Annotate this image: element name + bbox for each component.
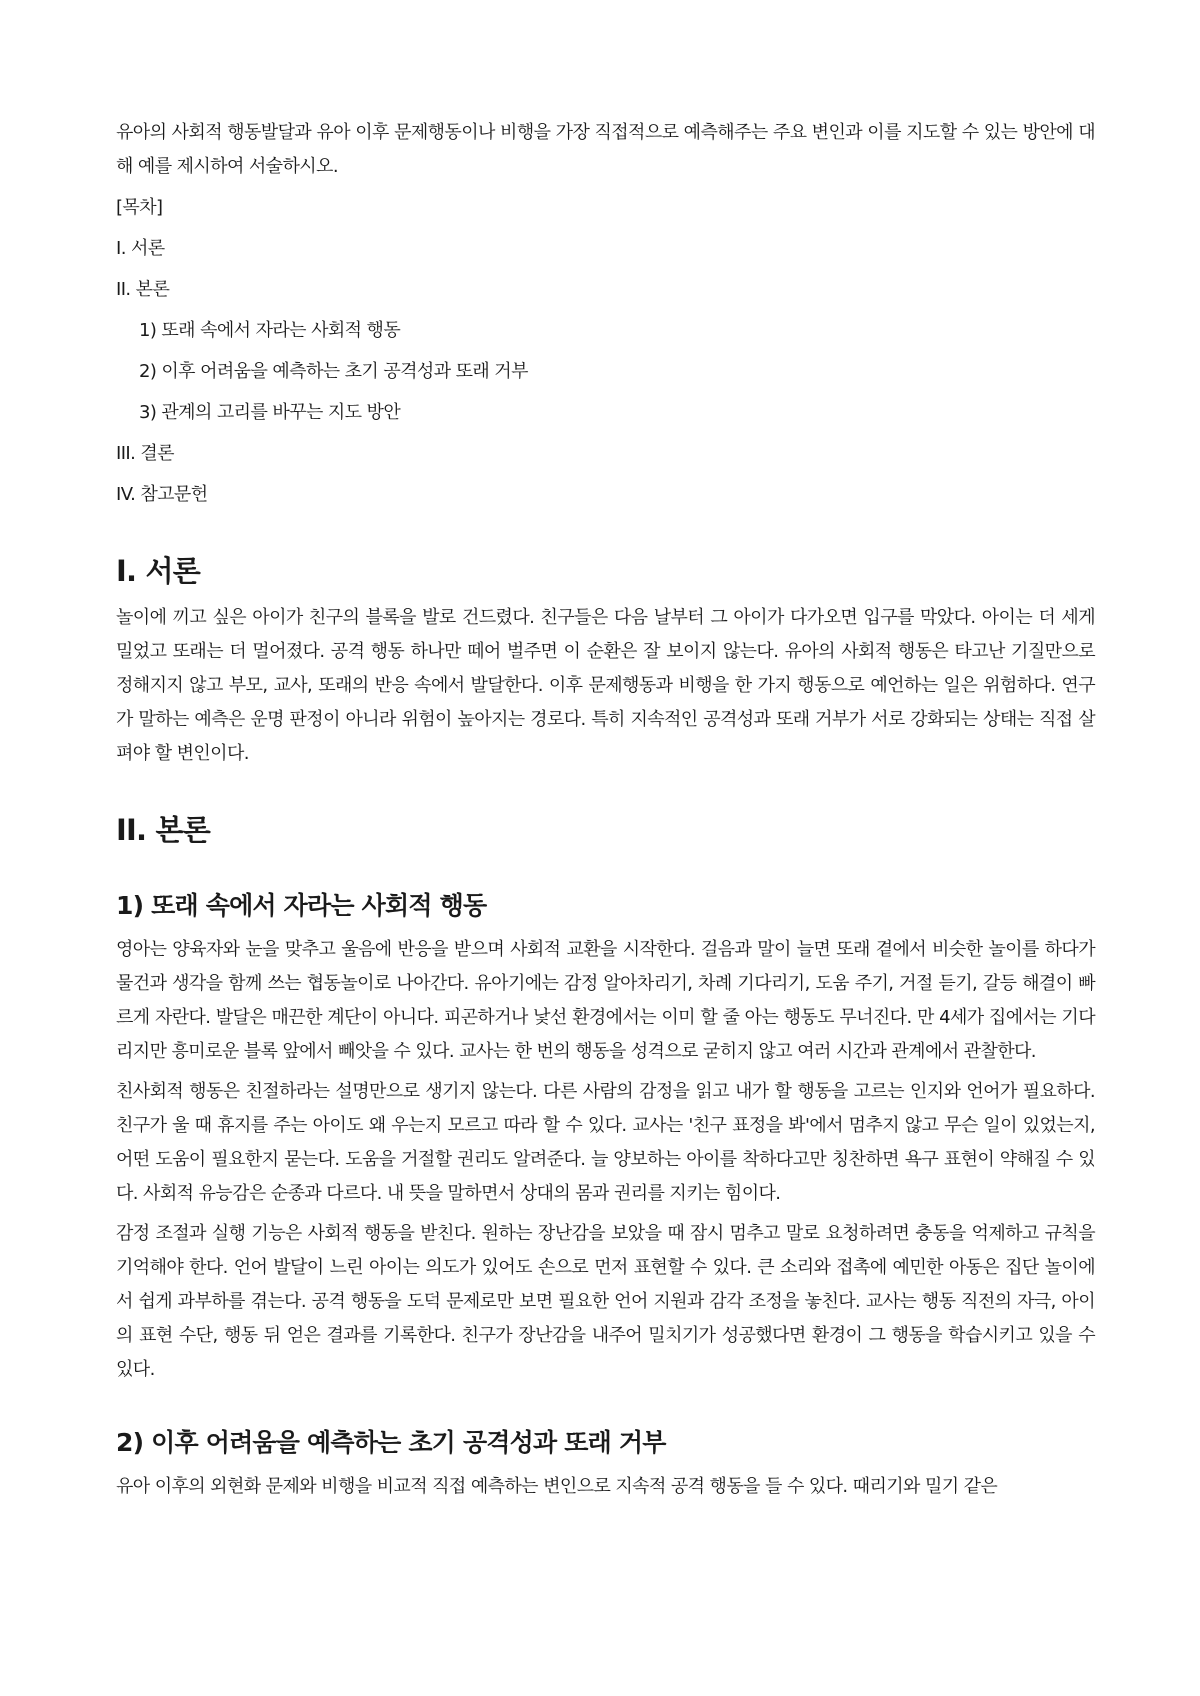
- section-1-heading: 1) 또래 속에서 자라는 사회적 행동: [116, 891, 487, 920]
- section-1-paragraph: 친사회적 행동은 친절하라는 설명만으로 생기지 않는다. 다른 사람의 감정을 읽고 내가 할 행동을 고르는 인지와 언어가 필요하다. 친구가 울 때 휴지를 주는 아이도 왜 우는지 모르고 따라 할 수 있다. 교사는 '친구 표정을 봐'에서 멈추지 않고 무슨 일이 있었는지, 어떤 도움이 필요한지 묻는다. 도움을 거절할 권리도 알려준다. 늘 양보하는 아이를 착하다고만 칭찬하면 욕구 표현이 약해질 수 있다. 사회적 유능감은 순종과 다르다. 내 뜻을 말하면서 상대의 몸과 권리를 지키는 힘이다.: [116, 1081, 1095, 1204]
- intro-paragraph: 놀이에 끼고 싶은 아이가 친구의 블록을 발로 건드렸다. 친구들은 다음 날부터 그 아이가 다가오면 입구를 막았다. 아이는 더 세게 밀었고 또래는 더 멀어졌다. 공격 행동 하나만 떼어 벌주면 이 순환은 잘 보이지 않는다. 유아의 사회적 행동은 타고난 기질만으로 정해지지 않고 부모, 교사, 또래의 반응 속에서 발달한다. 이후 문제행동과 비행을 한 가지 행동으로 예언하는 일은 위험하다. 연구가 말하는 예측은 운명 판정이 아니라 위험이 높아지는 경로다. 특히 지속적인 공격성과 또래 거부가 서로 강화되는 상태는 직접 살펴야 할 변인이다.: [116, 607, 1095, 764]
- toc-item: II. 본론: [116, 279, 170, 300]
- intro-heading: I. 서론: [116, 554, 200, 588]
- section-1-paragraph: 영아는 양육자와 눈을 맞추고 울음에 반응을 받으며 사회적 교환을 시작한다. 걸음과 말이 늘면 또래 곁에서 비슷한 놀이를 하다가 물건과 생각을 함께 쓰는 협동놀이로 나아간다. 유아기에는 감정 알아차리기, 차례 기다리기, 도움 주기, 거절 듣기, 갈등 해결이 빠르게 자란다. 발달은 매끈한 계단이 아니다. 피곤하거나 낯선 환경에서는 이미 할 줄 아는 행동도 무너진다. 만 4세가 집에서는 기다리지만 흥미로운 블록 앞에서 빼앗을 수 있다. 교사는 한 번의 행동을 성격으로 굳히지 않고 여러 시간과 관계에서 관찰한다.: [116, 939, 1095, 1062]
- assignment-question: 유아의 사회적 행동발달과 유아 이후 문제행동이나 비행을 가장 직접적으로 예측해주는 주요 변인과 이를 지도할 수 있는 방안에 대해 예를 제시하여 서술하시오.: [116, 122, 1095, 177]
- table-of-contents: [116, 191, 1095, 512]
- toc-subitem: 2) 이후 어려움을 예측하는 초기 공격성과 또래 거부: [139, 361, 528, 382]
- toc-item: III. 결론: [116, 443, 174, 464]
- body-heading: II. 본론: [116, 813, 210, 847]
- toc-title: [목차]: [116, 197, 163, 218]
- toc-subitem: 1) 또래 속에서 자라는 사회적 행동: [139, 320, 401, 341]
- section-1-paragraph: 감정 조절과 실행 기능은 사회적 행동을 받친다. 원하는 장난감을 보았을 때 잠시 멈추고 말로 요청하려면 충동을 억제하고 규칙을 기억해야 한다. 언어 발달이 느린 아이는 의도가 있어도 손으로 먼저 표현할 수 있다. 큰 소리와 접촉에 예민한 아동은 집단 놀이에서 쉽게 과부하를 겪는다. 공격 행동을 도덕 문제로만 보면 필요한 언어 지원과 감각 조정을 놓친다. 교사는 행동 직전의 자극, 아이의 표현 수단, 행동 뒤 얻은 결과를 기록한다. 친구가 장난감을 내주어 밀치기가 성공했다면 환경이 그 행동을 학습시키고 있을 수 있다.: [116, 1223, 1095, 1380]
- toc-item: IV. 참고문헌: [116, 484, 208, 505]
- section-2-paragraph: 유아 이후의 외현화 문제와 비행을 비교적 직접 예측하는 변인으로 지속적 공격 행동을 들 수 있다. 때리기와 밀기 같은: [116, 1476, 998, 1497]
- section-2-heading: 2) 이후 어려움을 예측하는 초기 공격성과 또래 거부: [116, 1428, 666, 1457]
- toc-subitem: 3) 관계의 고리를 바꾸는 지도 방안: [139, 402, 401, 423]
- toc-item: I. 서론: [116, 238, 165, 259]
